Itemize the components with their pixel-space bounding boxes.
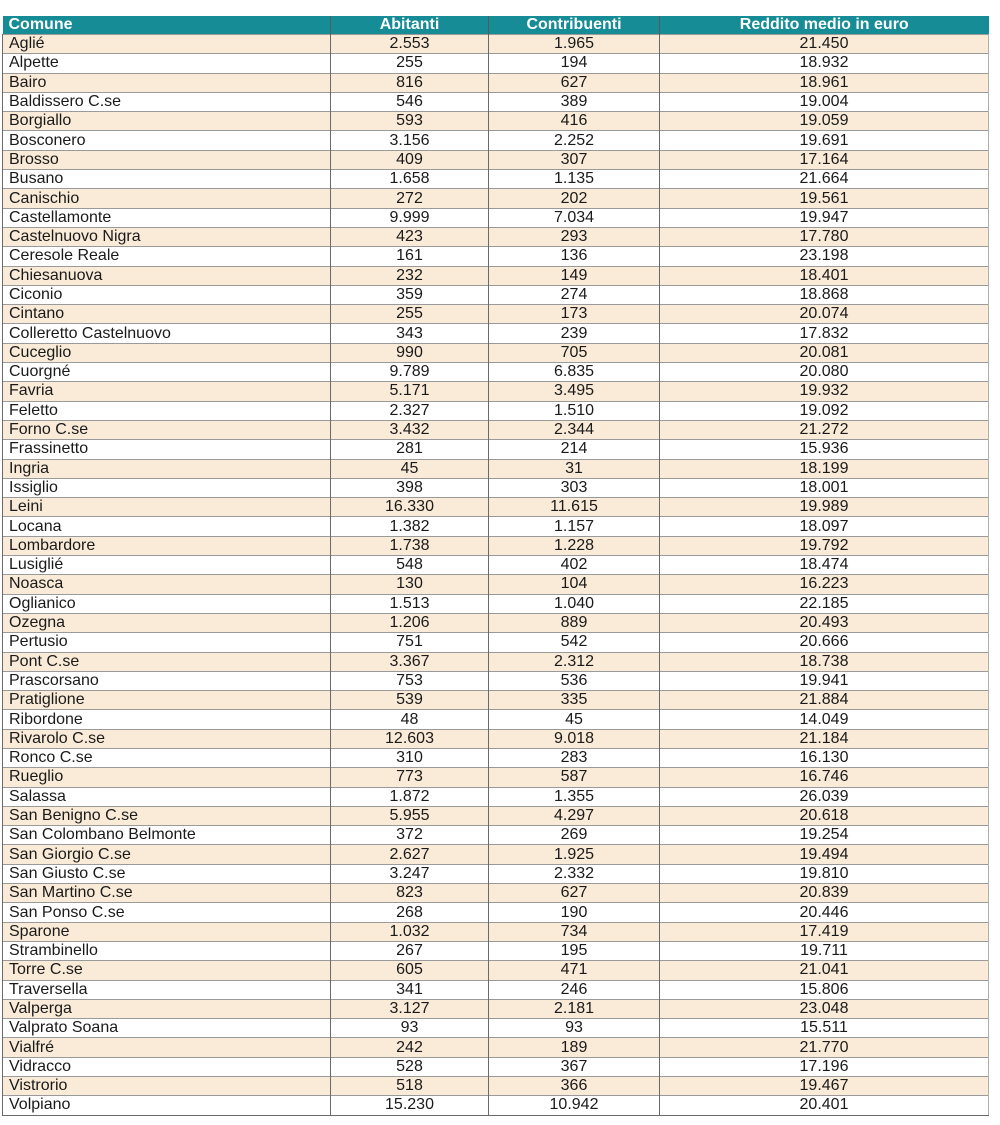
table-row [3, 92, 989, 111]
cell-abitanti: 268 [331, 903, 489, 922]
cell-contribuenti: 4.297 [489, 806, 660, 825]
table-row [3, 112, 989, 131]
cell-abitanti: 518 [331, 1077, 489, 1096]
table-row [3, 787, 989, 806]
cell-abitanti: 605 [331, 961, 489, 980]
cell-comune: Cuorgné [3, 363, 331, 382]
cell-contribuenti: 627 [489, 73, 660, 92]
cell-abitanti: 398 [331, 478, 489, 497]
cell-comune: Strambinello [3, 941, 331, 960]
cell-abitanti: 3.127 [331, 999, 489, 1018]
cell-reddito-medio: 19.561 [660, 189, 989, 208]
cell-reddito-medio: 19.092 [660, 401, 989, 420]
cell-abitanti: 3.247 [331, 864, 489, 883]
cell-contribuenti: 1.925 [489, 845, 660, 864]
table-row [3, 922, 989, 941]
cell-reddito-medio: 20.080 [660, 363, 989, 382]
cell-comune: San Giorgio C.se [3, 845, 331, 864]
cell-abitanti: 16.330 [331, 498, 489, 517]
header-contribuenti: Contribuenti [489, 16, 660, 35]
cell-reddito-medio: 19.494 [660, 845, 989, 864]
cell-comune: Sparone [3, 922, 331, 941]
cell-abitanti: 539 [331, 691, 489, 710]
cell-abitanti: 3.156 [331, 131, 489, 150]
cell-reddito-medio: 20.493 [660, 613, 989, 632]
cell-contribuenti: 239 [489, 324, 660, 343]
table-row [3, 575, 989, 594]
header-comune: Comune [3, 16, 331, 35]
cell-abitanti: 751 [331, 633, 489, 652]
cell-abitanti: 341 [331, 980, 489, 999]
cell-abitanti: 93 [331, 1019, 489, 1038]
cell-reddito-medio: 23.048 [660, 999, 989, 1018]
cell-reddito-medio: 19.947 [660, 208, 989, 227]
cell-reddito-medio: 20.666 [660, 633, 989, 652]
cell-contribuenti: 2.332 [489, 864, 660, 883]
cell-contribuenti: 471 [489, 961, 660, 980]
cell-contribuenti: 2.181 [489, 999, 660, 1018]
cell-reddito-medio: 21.770 [660, 1038, 989, 1057]
cell-comune: Chiesanuova [3, 266, 331, 285]
cell-reddito-medio: 21.041 [660, 961, 989, 980]
cell-abitanti: 1.658 [331, 170, 489, 189]
cell-reddito-medio: 19.989 [660, 498, 989, 517]
cell-abitanti: 1.872 [331, 787, 489, 806]
cell-abitanti: 310 [331, 748, 489, 767]
cell-reddito-medio: 18.932 [660, 54, 989, 73]
header-abitanti: Abitanti [331, 16, 489, 35]
cell-abitanti: 816 [331, 73, 489, 92]
cell-comune: Torre C.se [3, 961, 331, 980]
cell-reddito-medio: 18.474 [660, 556, 989, 575]
table-row [3, 382, 989, 401]
cell-comune: Noasca [3, 575, 331, 594]
cell-comune: Favria [3, 382, 331, 401]
cell-reddito-medio: 19.691 [660, 131, 989, 150]
cell-comune: Rivarolo C.se [3, 729, 331, 748]
cell-abitanti: 823 [331, 884, 489, 903]
cell-contribuenti: 2.252 [489, 131, 660, 150]
cell-comune: Castelnuovo Nigra [3, 227, 331, 246]
cell-abitanti: 409 [331, 150, 489, 169]
table-row [3, 826, 989, 845]
cell-reddito-medio: 16.746 [660, 768, 989, 787]
cell-reddito-medio: 20.074 [660, 305, 989, 324]
cell-comune: Pertusio [3, 633, 331, 652]
cell-abitanti: 423 [331, 227, 489, 246]
cell-contribuenti: 367 [489, 1057, 660, 1076]
table-row [3, 845, 989, 864]
table-row [3, 440, 989, 459]
cell-abitanti: 1.513 [331, 594, 489, 613]
cell-contribuenti: 1.040 [489, 594, 660, 613]
cell-contribuenti: 93 [489, 1019, 660, 1038]
cell-comune: Cintano [3, 305, 331, 324]
table-row [3, 73, 989, 92]
cell-abitanti: 281 [331, 440, 489, 459]
table-row [3, 864, 989, 883]
cell-contribuenti: 149 [489, 266, 660, 285]
cell-abitanti: 753 [331, 671, 489, 690]
table-row [3, 1057, 989, 1076]
cell-comune: Locana [3, 517, 331, 536]
cell-comune: Pont C.se [3, 652, 331, 671]
table-row [3, 208, 989, 227]
cell-reddito-medio: 15.511 [660, 1019, 989, 1038]
cell-contribuenti: 11.615 [489, 498, 660, 517]
cell-contribuenti: 190 [489, 903, 660, 922]
cell-reddito-medio: 20.081 [660, 343, 989, 362]
cell-contribuenti: 2.344 [489, 420, 660, 439]
cell-comune: Forno C.se [3, 420, 331, 439]
table-row [3, 478, 989, 497]
cell-comune: Ribordone [3, 710, 331, 729]
cell-contribuenti: 283 [489, 748, 660, 767]
cell-abitanti: 12.603 [331, 729, 489, 748]
income-table [2, 16, 989, 1116]
cell-comune: Lusiglié [3, 556, 331, 575]
table-row [3, 941, 989, 960]
table-row [3, 1019, 989, 1038]
cell-reddito-medio: 20.618 [660, 806, 989, 825]
cell-abitanti: 593 [331, 112, 489, 131]
cell-reddito-medio: 26.039 [660, 787, 989, 806]
cell-contribuenti: 269 [489, 826, 660, 845]
cell-comune: Alpette [3, 54, 331, 73]
cell-abitanti: 1.738 [331, 536, 489, 555]
cell-contribuenti: 9.018 [489, 729, 660, 748]
cell-reddito-medio: 19.941 [660, 671, 989, 690]
cell-contribuenti: 45 [489, 710, 660, 729]
cell-reddito-medio: 19.254 [660, 826, 989, 845]
cell-comune: Vistrorio [3, 1077, 331, 1096]
table-row [3, 498, 989, 517]
cell-reddito-medio: 17.164 [660, 150, 989, 169]
cell-abitanti: 1.382 [331, 517, 489, 536]
cell-comune: Vidracco [3, 1057, 331, 1076]
table-row [3, 517, 989, 536]
cell-contribuenti: 136 [489, 247, 660, 266]
cell-contribuenti: 1.355 [489, 787, 660, 806]
cell-abitanti: 15.230 [331, 1096, 489, 1115]
table-row [3, 1077, 989, 1096]
cell-comune: Ronco C.se [3, 748, 331, 767]
cell-comune: Busano [3, 170, 331, 189]
table-row [3, 189, 989, 208]
cell-comune: Borgiallo [3, 112, 331, 131]
cell-contribuenti: 627 [489, 884, 660, 903]
table-row [3, 401, 989, 420]
cell-comune: Ciconio [3, 285, 331, 304]
table-row [3, 980, 989, 999]
cell-comune: Salassa [3, 787, 331, 806]
cell-abitanti: 9.789 [331, 363, 489, 382]
cell-abitanti: 255 [331, 54, 489, 73]
cell-contribuenti: 7.034 [489, 208, 660, 227]
cell-comune: San Benigno C.se [3, 806, 331, 825]
cell-comune: Valperga [3, 999, 331, 1018]
cell-abitanti: 372 [331, 826, 489, 845]
cell-abitanti: 2.627 [331, 845, 489, 864]
table-row [3, 961, 989, 980]
cell-reddito-medio: 19.711 [660, 941, 989, 960]
table-row [3, 671, 989, 690]
cell-comune: Aglié [3, 35, 331, 54]
cell-comune: Canischio [3, 189, 331, 208]
cell-reddito-medio: 22.185 [660, 594, 989, 613]
table-row [3, 247, 989, 266]
cell-reddito-medio: 21.184 [660, 729, 989, 748]
table-row [3, 594, 989, 613]
cell-abitanti: 3.367 [331, 652, 489, 671]
cell-contribuenti: 1.228 [489, 536, 660, 555]
cell-abitanti: 3.432 [331, 420, 489, 439]
table-row [3, 324, 989, 343]
cell-contribuenti: 307 [489, 150, 660, 169]
cell-contribuenti: 195 [489, 941, 660, 960]
cell-abitanti: 48 [331, 710, 489, 729]
cell-contribuenti: 1.135 [489, 170, 660, 189]
table-row [3, 266, 989, 285]
cell-contribuenti: 31 [489, 459, 660, 478]
cell-contribuenti: 202 [489, 189, 660, 208]
table-row [3, 35, 989, 54]
cell-reddito-medio: 19.792 [660, 536, 989, 555]
table-row [3, 633, 989, 652]
header-reddito-medio: Reddito medio in euro [660, 16, 989, 35]
cell-comune: Colleretto Castelnuovo [3, 324, 331, 343]
cell-contribuenti: 246 [489, 980, 660, 999]
table-row [3, 227, 989, 246]
table-row [3, 768, 989, 787]
cell-reddito-medio: 18.401 [660, 266, 989, 285]
cell-abitanti: 2.553 [331, 35, 489, 54]
table-row [3, 884, 989, 903]
cell-comune: Traversella [3, 980, 331, 999]
table-row [3, 556, 989, 575]
cell-reddito-medio: 19.467 [660, 1077, 989, 1096]
cell-contribuenti: 402 [489, 556, 660, 575]
cell-contribuenti: 705 [489, 343, 660, 362]
cell-abitanti: 1.206 [331, 613, 489, 632]
cell-abitanti: 232 [331, 266, 489, 285]
table-row [3, 131, 989, 150]
cell-comune: Rueglio [3, 768, 331, 787]
cell-contribuenti: 366 [489, 1077, 660, 1096]
cell-comune: San Colombano Belmonte [3, 826, 331, 845]
cell-abitanti: 161 [331, 247, 489, 266]
table-row [3, 613, 989, 632]
cell-reddito-medio: 14.049 [660, 710, 989, 729]
cell-comune: Castellamonte [3, 208, 331, 227]
table-body [3, 35, 989, 1116]
cell-contribuenti: 303 [489, 478, 660, 497]
cell-reddito-medio: 19.059 [660, 112, 989, 131]
cell-abitanti: 343 [331, 324, 489, 343]
table-row [3, 903, 989, 922]
cell-abitanti: 5.171 [331, 382, 489, 401]
cell-comune: Vialfré [3, 1038, 331, 1057]
header-row [3, 16, 989, 35]
cell-contribuenti: 889 [489, 613, 660, 632]
table-row [3, 1096, 989, 1115]
table-row [3, 1038, 989, 1057]
cell-reddito-medio: 18.961 [660, 73, 989, 92]
cell-comune: Frassinetto [3, 440, 331, 459]
cell-reddito-medio: 18.199 [660, 459, 989, 478]
cell-comune: Prascorsano [3, 671, 331, 690]
table-row [3, 806, 989, 825]
cell-contribuenti: 734 [489, 922, 660, 941]
cell-reddito-medio: 17.419 [660, 922, 989, 941]
table-row [3, 710, 989, 729]
cell-reddito-medio: 15.936 [660, 440, 989, 459]
cell-comune: Brosso [3, 150, 331, 169]
cell-abitanti: 45 [331, 459, 489, 478]
cell-contribuenti: 3.495 [489, 382, 660, 401]
cell-reddito-medio: 19.932 [660, 382, 989, 401]
cell-abitanti: 2.327 [331, 401, 489, 420]
cell-reddito-medio: 20.839 [660, 884, 989, 903]
cell-abitanti: 267 [331, 941, 489, 960]
cell-contribuenti: 389 [489, 92, 660, 111]
cell-contribuenti: 189 [489, 1038, 660, 1057]
cell-contribuenti: 1.510 [489, 401, 660, 420]
cell-reddito-medio: 17.196 [660, 1057, 989, 1076]
cell-comune: San Ponso C.se [3, 903, 331, 922]
cell-reddito-medio: 18.097 [660, 517, 989, 536]
cell-comune: Pratiglione [3, 691, 331, 710]
cell-abitanti: 5.955 [331, 806, 489, 825]
cell-contribuenti: 1.157 [489, 517, 660, 536]
cell-contribuenti: 194 [489, 54, 660, 73]
table-row [3, 748, 989, 767]
cell-reddito-medio: 17.780 [660, 227, 989, 246]
cell-contribuenti: 10.942 [489, 1096, 660, 1115]
cell-reddito-medio: 21.450 [660, 35, 989, 54]
cell-comune: San Martino C.se [3, 884, 331, 903]
cell-contribuenti: 2.312 [489, 652, 660, 671]
cell-abitanti: 272 [331, 189, 489, 208]
cell-comune: Oglianico [3, 594, 331, 613]
table-row [3, 305, 989, 324]
cell-abitanti: 548 [331, 556, 489, 575]
cell-contribuenti: 542 [489, 633, 660, 652]
cell-reddito-medio: 19.810 [660, 864, 989, 883]
cell-contribuenti: 104 [489, 575, 660, 594]
cell-reddito-medio: 21.664 [660, 170, 989, 189]
cell-reddito-medio: 19.004 [660, 92, 989, 111]
cell-comune: Valprato Soana [3, 1019, 331, 1038]
cell-reddito-medio: 20.446 [660, 903, 989, 922]
cell-comune: Bairo [3, 73, 331, 92]
cell-comune: Lombardore [3, 536, 331, 555]
cell-comune: Volpiano [3, 1096, 331, 1115]
table-row [3, 652, 989, 671]
cell-contribuenti: 274 [489, 285, 660, 304]
cell-comune: San Giusto C.se [3, 864, 331, 883]
cell-comune: Bosconero [3, 131, 331, 150]
cell-contribuenti: 293 [489, 227, 660, 246]
cell-contribuenti: 173 [489, 305, 660, 324]
table-row [3, 999, 989, 1018]
cell-contribuenti: 536 [489, 671, 660, 690]
table-row [3, 729, 989, 748]
cell-abitanti: 9.999 [331, 208, 489, 227]
cell-reddito-medio: 21.272 [660, 420, 989, 439]
table-row [3, 363, 989, 382]
cell-reddito-medio: 23.198 [660, 247, 989, 266]
cell-comune: Issiglio [3, 478, 331, 497]
table-row [3, 170, 989, 189]
cell-comune: Baldissero C.se [3, 92, 331, 111]
cell-reddito-medio: 16.130 [660, 748, 989, 767]
cell-reddito-medio: 18.738 [660, 652, 989, 671]
cell-reddito-medio: 21.884 [660, 691, 989, 710]
cell-reddito-medio: 16.223 [660, 575, 989, 594]
cell-reddito-medio: 18.868 [660, 285, 989, 304]
cell-comune: Feletto [3, 401, 331, 420]
cell-comune: Ceresole Reale [3, 247, 331, 266]
cell-contribuenti: 6.835 [489, 363, 660, 382]
cell-reddito-medio: 17.832 [660, 324, 989, 343]
cell-abitanti: 1.032 [331, 922, 489, 941]
table-row [3, 691, 989, 710]
cell-abitanti: 773 [331, 768, 489, 787]
cell-abitanti: 130 [331, 575, 489, 594]
cell-contribuenti: 416 [489, 112, 660, 131]
table-row [3, 536, 989, 555]
cell-reddito-medio: 15.806 [660, 980, 989, 999]
table-row [3, 420, 989, 439]
cell-abitanti: 359 [331, 285, 489, 304]
cell-abitanti: 990 [331, 343, 489, 362]
cell-contribuenti: 587 [489, 768, 660, 787]
cell-abitanti: 242 [331, 1038, 489, 1057]
cell-reddito-medio: 18.001 [660, 478, 989, 497]
table-row [3, 459, 989, 478]
cell-comune: Cuceglio [3, 343, 331, 362]
cell-contribuenti: 214 [489, 440, 660, 459]
cell-reddito-medio: 20.401 [660, 1096, 989, 1115]
cell-abitanti: 546 [331, 92, 489, 111]
cell-comune: Ozegna [3, 613, 331, 632]
table-row [3, 150, 989, 169]
cell-abitanti: 255 [331, 305, 489, 324]
table-row [3, 54, 989, 73]
cell-abitanti: 528 [331, 1057, 489, 1076]
table-row [3, 285, 989, 304]
cell-comune: Ingria [3, 459, 331, 478]
cell-contribuenti: 1.965 [489, 35, 660, 54]
cell-contribuenti: 335 [489, 691, 660, 710]
table-row [3, 343, 989, 362]
cell-comune: Leini [3, 498, 331, 517]
